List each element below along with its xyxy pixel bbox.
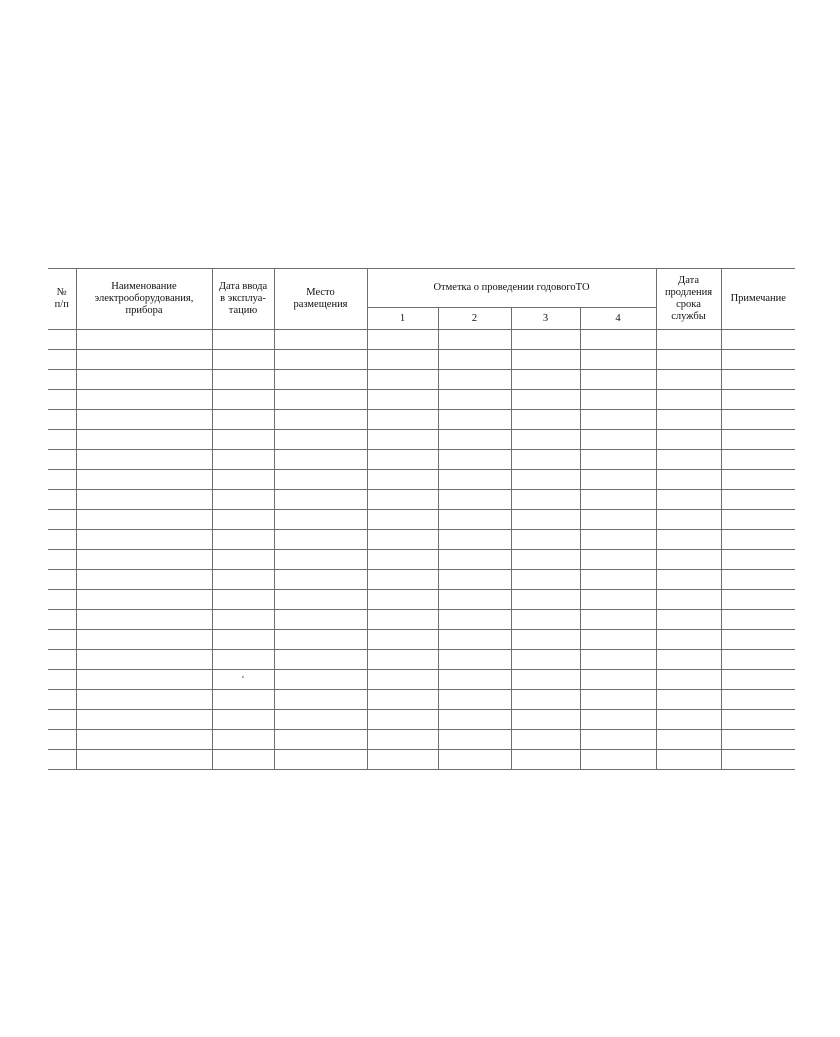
table-cell[interactable] (511, 630, 580, 650)
table-cell[interactable] (76, 550, 212, 570)
table-cell[interactable] (656, 590, 721, 610)
table-cell[interactable] (367, 450, 438, 470)
table-cell[interactable] (274, 410, 367, 430)
header-notes: Примечание (721, 269, 795, 330)
table-cell[interactable] (580, 670, 656, 690)
table-cell[interactable] (721, 330, 795, 350)
table-cell[interactable] (48, 730, 76, 750)
table-cell[interactable] (721, 530, 795, 550)
table-cell[interactable] (438, 430, 511, 450)
table-cell[interactable] (367, 750, 438, 770)
table-cell[interactable] (721, 370, 795, 390)
table-row (48, 410, 795, 430)
table-cell[interactable] (274, 550, 367, 570)
table-cell[interactable] (212, 550, 274, 570)
table-cell[interactable] (438, 470, 511, 490)
table-cell[interactable] (76, 450, 212, 470)
table-cell[interactable] (511, 690, 580, 710)
table-cell[interactable] (511, 350, 580, 370)
table-cell[interactable] (76, 490, 212, 510)
table-cell[interactable] (367, 570, 438, 590)
table-cell[interactable] (656, 650, 721, 670)
table-cell[interactable] (76, 470, 212, 490)
table-cell[interactable] (367, 550, 438, 570)
table-cell[interactable] (580, 590, 656, 610)
table-cell[interactable] (580, 570, 656, 590)
table-cell[interactable] (721, 490, 795, 510)
table-cell[interactable] (274, 690, 367, 710)
table-cell[interactable] (656, 430, 721, 450)
table-cell[interactable] (721, 510, 795, 530)
table-cell[interactable] (511, 430, 580, 450)
table-cell[interactable] (367, 590, 438, 610)
table-row (48, 750, 795, 770)
table-row (48, 470, 795, 490)
table-cell[interactable] (511, 590, 580, 610)
table-cell[interactable] (721, 650, 795, 670)
table-cell[interactable] (438, 690, 511, 710)
table-cell[interactable] (438, 490, 511, 510)
table-cell[interactable] (438, 730, 511, 750)
table-cell[interactable] (212, 430, 274, 450)
table-cell[interactable] (48, 390, 76, 410)
table-cell[interactable] (274, 590, 367, 610)
table-cell[interactable] (274, 510, 367, 530)
table-cell[interactable] (580, 410, 656, 430)
table-row (48, 570, 795, 590)
table-cell[interactable] (580, 710, 656, 730)
table-cell[interactable] (721, 590, 795, 610)
table-cell[interactable] (274, 630, 367, 650)
table-cell[interactable] (274, 390, 367, 410)
table-row (48, 610, 795, 630)
table-row (48, 650, 795, 670)
table-cell[interactable] (48, 710, 76, 730)
equipment-log-table (48, 268, 795, 770)
table-cell[interactable] (580, 490, 656, 510)
table-cell[interactable] (212, 490, 274, 510)
table-row (48, 730, 795, 750)
table-cell[interactable] (367, 670, 438, 690)
table-cell[interactable] (48, 350, 76, 370)
header-number: № п/п (48, 269, 76, 330)
table-cell[interactable] (76, 670, 212, 690)
table-cell[interactable] (76, 390, 212, 410)
table-row (48, 510, 795, 530)
table-cell[interactable] (212, 370, 274, 390)
table-cell[interactable] (48, 610, 76, 630)
table-row (48, 430, 795, 450)
table-cell[interactable] (721, 690, 795, 710)
table-cell[interactable] (48, 490, 76, 510)
table-cell[interactable] (580, 630, 656, 650)
table-cell[interactable] (511, 550, 580, 570)
table-row (48, 330, 795, 350)
table-cell[interactable] (48, 630, 76, 650)
table-cell[interactable] (580, 610, 656, 630)
table-cell[interactable] (76, 410, 212, 430)
table-cell[interactable] (76, 630, 212, 650)
table-cell[interactable] (580, 730, 656, 750)
table-cell[interactable] (367, 430, 438, 450)
header-quarter-2: 2 (438, 308, 511, 330)
table-cell[interactable] (76, 650, 212, 670)
table-cell[interactable] (438, 750, 511, 770)
table-cell[interactable] (212, 710, 274, 730)
table-cell[interactable] (48, 690, 76, 710)
table-cell[interactable] (212, 410, 274, 430)
table-cell[interactable] (721, 550, 795, 570)
table-cell[interactable] (438, 330, 511, 350)
table-cell[interactable] (367, 690, 438, 710)
table-cell[interactable] (48, 670, 76, 690)
table-cell[interactable] (511, 390, 580, 410)
table-cell[interactable] (656, 410, 721, 430)
table-row (48, 450, 795, 470)
table-cell[interactable] (511, 710, 580, 730)
table-cell[interactable] (367, 730, 438, 750)
table-cell[interactable] (656, 730, 721, 750)
table-cell[interactable] (48, 370, 76, 390)
table-cell[interactable] (367, 530, 438, 550)
table-cell[interactable] (656, 350, 721, 370)
table-cell[interactable] (721, 430, 795, 450)
table-cell[interactable] (511, 450, 580, 470)
table-cell[interactable] (721, 610, 795, 630)
table-cell[interactable] (48, 470, 76, 490)
table-cell[interactable] (48, 430, 76, 450)
table-cell[interactable] (212, 730, 274, 750)
table-cell[interactable] (76, 730, 212, 750)
table-cell[interactable] (656, 550, 721, 570)
table-cell[interactable] (721, 730, 795, 750)
table-cell[interactable] (438, 710, 511, 730)
table-cell[interactable] (274, 750, 367, 770)
table-row (48, 370, 795, 390)
table-cell[interactable] (367, 630, 438, 650)
table-cell[interactable] (438, 610, 511, 630)
table-cell[interactable] (438, 350, 511, 370)
table-cell[interactable] (367, 470, 438, 490)
table-cell[interactable] (367, 490, 438, 510)
table-cell[interactable] (511, 730, 580, 750)
table-cell[interactable] (721, 750, 795, 770)
table-cell[interactable] (212, 470, 274, 490)
table-cell[interactable] (274, 610, 367, 630)
table-cell[interactable] (511, 370, 580, 390)
table-cell[interactable] (76, 690, 212, 710)
table-cell[interactable] (76, 570, 212, 590)
table-row (48, 550, 795, 570)
table-cell[interactable] (438, 450, 511, 470)
table-cell[interactable] (580, 390, 656, 410)
table-cell[interactable] (656, 710, 721, 730)
table-cell[interactable] (438, 670, 511, 690)
table-cell[interactable] (274, 670, 367, 690)
table-cell[interactable] (721, 350, 795, 370)
table-row (48, 710, 795, 730)
table-row (48, 590, 795, 610)
table-cell[interactable] (367, 390, 438, 410)
table-cell[interactable] (580, 690, 656, 710)
table-cell[interactable] (76, 370, 212, 390)
table-cell[interactable] (511, 610, 580, 630)
table-cell[interactable] (76, 610, 212, 630)
table-cell[interactable] (721, 470, 795, 490)
table-cell[interactable] (580, 650, 656, 670)
table-cell[interactable] (48, 570, 76, 590)
table-cell[interactable] (656, 570, 721, 590)
table-cell[interactable] (438, 550, 511, 570)
table-cell[interactable] (48, 510, 76, 530)
table-cell[interactable] (438, 410, 511, 430)
table-body (48, 330, 795, 770)
table-cell[interactable] (274, 650, 367, 670)
table-cell[interactable] (511, 750, 580, 770)
table-cell[interactable] (48, 550, 76, 570)
header-equipment-name: Наименование электрооборудования, прибора (76, 269, 212, 330)
table-cell[interactable] (721, 450, 795, 470)
header-commissioning-date: Дата ввода в эксплуа- тацию (212, 269, 274, 330)
table-cell[interactable] (656, 450, 721, 470)
table-cell[interactable] (511, 650, 580, 670)
table-cell[interactable] (274, 350, 367, 370)
table-cell[interactable] (511, 570, 580, 590)
table-cell[interactable] (511, 490, 580, 510)
table-row (48, 670, 795, 690)
table-cell[interactable] (367, 370, 438, 390)
table-cell[interactable] (511, 330, 580, 350)
table-cell[interactable] (48, 330, 76, 350)
table-cell[interactable] (721, 410, 795, 430)
table-cell[interactable] (274, 450, 367, 470)
table-cell[interactable] (438, 570, 511, 590)
table-cell[interactable] (367, 710, 438, 730)
table-cell[interactable] (656, 750, 721, 770)
table-row (48, 690, 795, 710)
table-cell[interactable] (212, 330, 274, 350)
table-cell[interactable] (656, 330, 721, 350)
table-cell[interactable] (76, 590, 212, 610)
stray-mark: ‘ (212, 670, 274, 690)
table-cell[interactable] (274, 370, 367, 390)
table-cell[interactable] (212, 630, 274, 650)
table-cell[interactable] (76, 510, 212, 530)
table-cell[interactable] (212, 690, 274, 710)
table-cell[interactable] (367, 410, 438, 430)
table-cell[interactable] (580, 750, 656, 770)
table-cell[interactable] (76, 430, 212, 450)
table-cell[interactable] (274, 430, 367, 450)
table-row (48, 490, 795, 510)
table-cell[interactable] (438, 530, 511, 550)
table-cell[interactable] (212, 450, 274, 470)
table-cell[interactable] (274, 530, 367, 550)
table-cell[interactable] (580, 470, 656, 490)
table-cell[interactable] (274, 330, 367, 350)
table-cell[interactable] (580, 430, 656, 450)
table-cell[interactable] (212, 350, 274, 370)
header-annual-maintenance: Отметка о проведении годовогоТО (367, 269, 656, 308)
table-cell[interactable] (76, 530, 212, 550)
table-row (48, 350, 795, 370)
table-cell[interactable] (438, 390, 511, 410)
table-cell[interactable] (656, 390, 721, 410)
table-cell[interactable] (656, 510, 721, 530)
table-cell[interactable] (656, 610, 721, 630)
table-cell[interactable] (580, 530, 656, 550)
table-cell[interactable] (721, 570, 795, 590)
table-cell[interactable] (511, 670, 580, 690)
table-cell[interactable] (367, 650, 438, 670)
header-quarter-3: 3 (511, 308, 580, 330)
table-row (48, 530, 795, 550)
table-cell[interactable] (580, 550, 656, 570)
table-cell[interactable] (274, 470, 367, 490)
table-cell[interactable] (511, 410, 580, 430)
header-extension-date: Дата продления срока службы (656, 269, 721, 330)
table-cell[interactable] (212, 570, 274, 590)
table-cell[interactable] (274, 490, 367, 510)
table-cell[interactable] (367, 510, 438, 530)
table-cell[interactable] (721, 670, 795, 690)
table-cell[interactable] (656, 470, 721, 490)
table-cell[interactable] (580, 350, 656, 370)
table-cell[interactable] (580, 510, 656, 530)
table-cell[interactable] (76, 330, 212, 350)
table-cell[interactable] (274, 570, 367, 590)
table-cell[interactable] (48, 530, 76, 550)
table-cell[interactable] (212, 750, 274, 770)
table-cell[interactable] (367, 350, 438, 370)
table-cell[interactable] (48, 590, 76, 610)
table-cell[interactable] (438, 630, 511, 650)
table-cell[interactable] (76, 750, 212, 770)
table-cell[interactable] (48, 750, 76, 770)
table-cell[interactable] (580, 370, 656, 390)
table-cell[interactable] (212, 650, 274, 670)
table-cell[interactable] (212, 610, 274, 630)
header-quarter-4: 4 (580, 308, 656, 330)
table-cell[interactable] (48, 410, 76, 430)
table-cell[interactable] (656, 490, 721, 510)
table-cell[interactable] (212, 510, 274, 530)
table-cell[interactable] (511, 530, 580, 550)
table-cell[interactable] (656, 690, 721, 710)
table-cell[interactable] (721, 710, 795, 730)
table-cell[interactable] (438, 370, 511, 390)
table-cell[interactable] (580, 330, 656, 350)
table-cell[interactable] (721, 630, 795, 650)
table-cell[interactable] (511, 470, 580, 490)
table-cell[interactable] (76, 350, 212, 370)
table-cell[interactable] (48, 450, 76, 470)
table-cell[interactable] (656, 630, 721, 650)
table-cell[interactable] (48, 650, 76, 670)
table-cell[interactable] (656, 670, 721, 690)
table-cell[interactable] (274, 710, 367, 730)
table-cell[interactable] (212, 530, 274, 550)
table-cell[interactable] (212, 390, 274, 410)
table-cell[interactable] (656, 530, 721, 550)
table-cell[interactable] (438, 650, 511, 670)
header-quarter-1: 1 (367, 308, 438, 330)
table-cell[interactable] (656, 370, 721, 390)
table-cell[interactable] (274, 730, 367, 750)
table-cell[interactable] (438, 590, 511, 610)
table-cell[interactable] (580, 450, 656, 470)
header-location: Место размещения (274, 269, 367, 330)
table-cell[interactable] (511, 510, 580, 530)
table-row (48, 390, 795, 410)
table-row (48, 630, 795, 650)
table-cell[interactable] (367, 610, 438, 630)
table-cell[interactable] (76, 710, 212, 730)
table-cell[interactable] (212, 590, 274, 610)
table-cell[interactable] (367, 330, 438, 350)
table-cell[interactable] (721, 390, 795, 410)
table-cell[interactable] (438, 510, 511, 530)
